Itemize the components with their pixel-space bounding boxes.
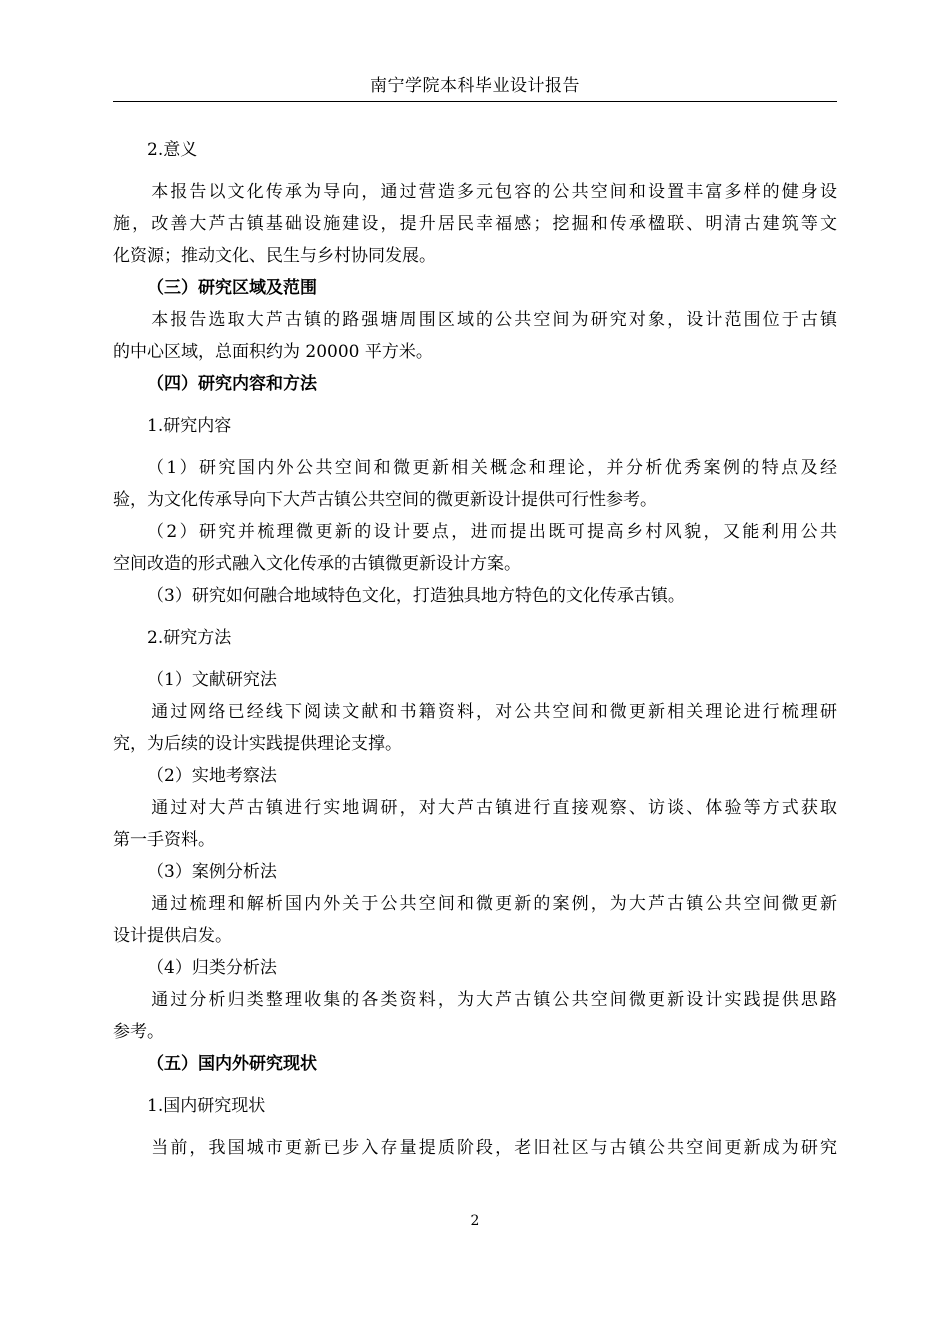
method-title-2: （2）实地考察法	[147, 766, 277, 786]
running-header: 南宁学院本科毕业设计报告	[370, 76, 580, 96]
method-paragraph-4: 通过分析归类整理收集的各类资料，为大芦古镇公共空间微更新设计实践提供思路 参考。	[113, 990, 837, 1042]
sub-heading-content: 1.研究内容	[147, 416, 232, 436]
sub-heading-domestic: 1.国内研究现状	[147, 1096, 266, 1116]
paragraph-significance: 本报告以文化传承为导向，通过营造多元包容的公共空间和设置丰富多样的健身设 施，改善大芦古镇基础设施建设，提升居民幸福感；挖掘和传承楹联、明清古建筑等文 化资源；推动文化、民生与乡村协同发展。	[113, 182, 837, 266]
method-paragraph-1: 通过网络已经线下阅读文献和书籍资料，对公共空间和微更新相关理论进行梳理研 究，为后续的设计实践提供理论支撑。	[113, 702, 837, 754]
sub-heading-significance: 2.意义	[147, 140, 198, 160]
paragraph-research-area: 本报告选取大芦古镇的路强塘周围区域的公共空间为研究对象，设计范围位于古镇 的中心区域，总面积约为 20000 平方米。	[113, 310, 837, 362]
method-title-1: （1）文献研究法	[147, 670, 277, 690]
list-item-content-1: （1）研究国内外公共空间和微更新相关概念和理论，并分析优秀案例的特点及经 验，为文化传承导向下大芦古镇公共空间的微更新设计提供可行性参考。	[113, 458, 837, 510]
method-title-3: （3）案例分析法	[147, 862, 277, 882]
paragraph-domestic: 当前，我国城市更新已步入存量提质阶段，老旧社区与古镇公共空间更新成为研究	[113, 1138, 837, 1158]
page-body	[113, 134, 837, 1164]
list-item-content-2: （2）研究并梳理微更新的设计要点，进而提出既可提高乡村风貌，又能利用公共 空间改造的形式融入文化传承的古镇微更新设计方案。	[113, 522, 837, 574]
method-paragraph-3: 通过梳理和解析国内外关于公共空间和微更新的案例，为大芦古镇公共空间微更新 设计提供启发。	[113, 894, 837, 946]
page-number: 2	[470, 1213, 480, 1229]
header-rule	[113, 101, 837, 102]
section-heading-3: （三）研究区域及范围	[147, 278, 317, 298]
list-item-content-3: （3）研究如何融合地域特色文化，打造独具地方特色的文化传承古镇。	[147, 586, 685, 606]
method-paragraph-2: 通过对大芦古镇进行实地调研，对大芦古镇进行直接观察、访谈、体验等方式获取 第一手资料。	[113, 798, 837, 850]
section-heading-4: （四）研究内容和方法	[147, 374, 317, 394]
section-heading-5: （五）国内外研究现状	[147, 1054, 317, 1074]
method-title-4: （4）归类分析法	[147, 958, 277, 978]
sub-heading-methods: 2.研究方法	[147, 628, 232, 648]
